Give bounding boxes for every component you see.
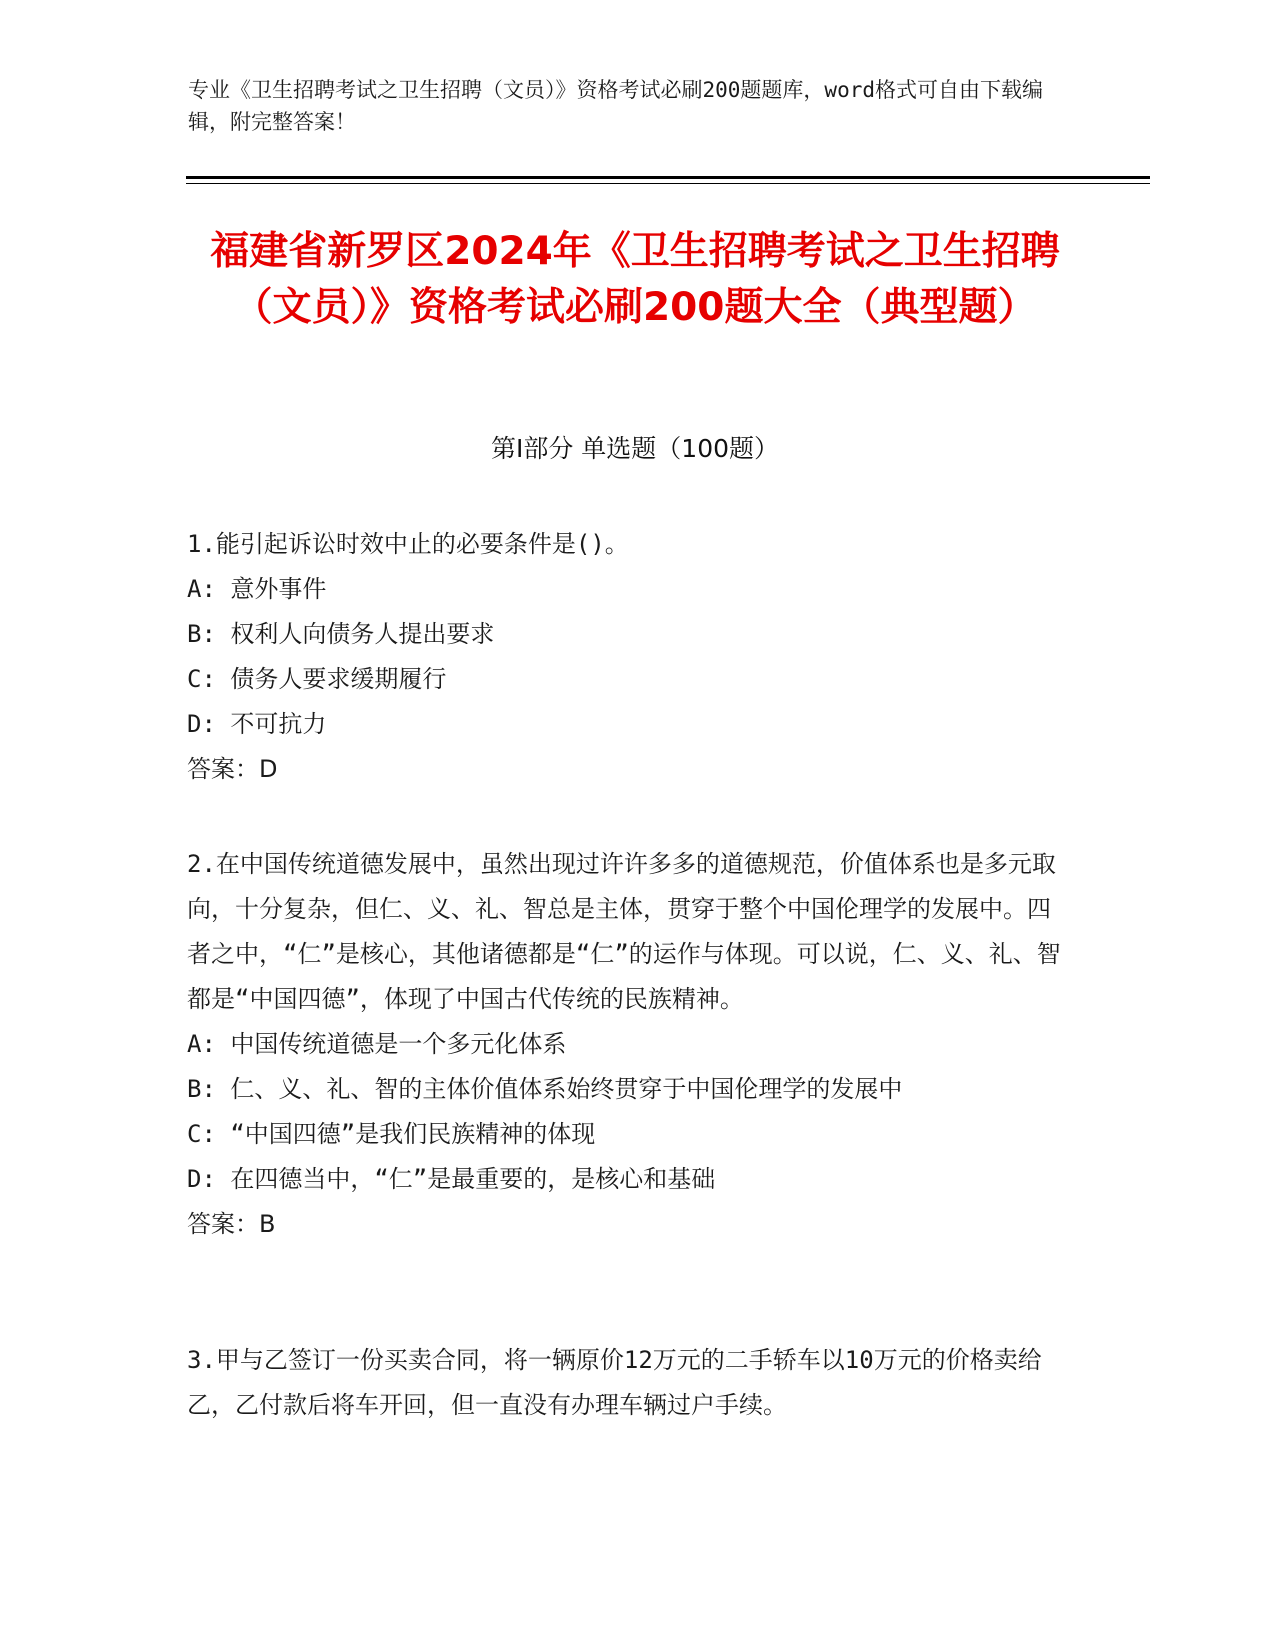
header-divider-thin (186, 183, 1150, 184)
option-d: D: 在四德当中，“仁”是最重要的，是核心和基础 (187, 1165, 716, 1193)
header-divider-thick (186, 176, 1150, 179)
option-c: C: 债务人要求缓期履行 (187, 665, 447, 693)
option-b: B: 仁、义、礼、智的主体价值体系始终贯穿于中国伦理学的发展中 (187, 1075, 903, 1103)
option-a: A: 中国传统道德是一个多元化体系 (187, 1030, 567, 1058)
section-heading: 第Ⅰ部分 单选题（100题） (490, 434, 780, 463)
answer-line: 答案：D (187, 755, 278, 783)
document-title: 福建省新罗区2024年《卫生招聘考试之卫生招聘（文员）》资格考试必刷200题大全（典型题） (210, 229, 1060, 330)
header-note: 专业《卫生招聘考试之卫生招聘（文员）》资格考试必刷200题题库，word格式可自由下载编辑，附完整答案！ (188, 78, 1043, 134)
question-stem: 3.甲与乙签订一份买卖合同，将一辆原价12万元的二手轿车以10万元的价格卖给乙，乙付款后将车开回，但一直没有办理车辆过户手续。 (187, 1346, 1042, 1419)
option-a: A: 意外事件 (187, 575, 327, 603)
question-2 (187, 842, 1067, 1247)
question-stem: 2.在中国传统道德发展中，虽然出现过许许多多的道德规范，价值体系也是多元取向，十分复杂，但仁、义、礼、智总是主体，贯穿于整个中国伦理学的发展中。四者之中，“仁”是核心，其他诸德都是“仁”的运作与体现。可以说，仁、义、礼、智都是“中国四德”，体现了中国古代传统的民族精神。 (187, 850, 1061, 1013)
question-1 (187, 522, 1067, 792)
question-3 (187, 1338, 1067, 1428)
question-stem: 1.能引起诉讼时效中止的必要条件是()。 (187, 530, 629, 558)
option-b: B: 权利人向债务人提出要求 (187, 620, 495, 648)
answer-line: 答案：B (187, 1210, 276, 1238)
option-d: D: 不可抗力 (187, 710, 327, 738)
option-c: C: “中国四德”是我们民族精神的体现 (187, 1120, 596, 1148)
